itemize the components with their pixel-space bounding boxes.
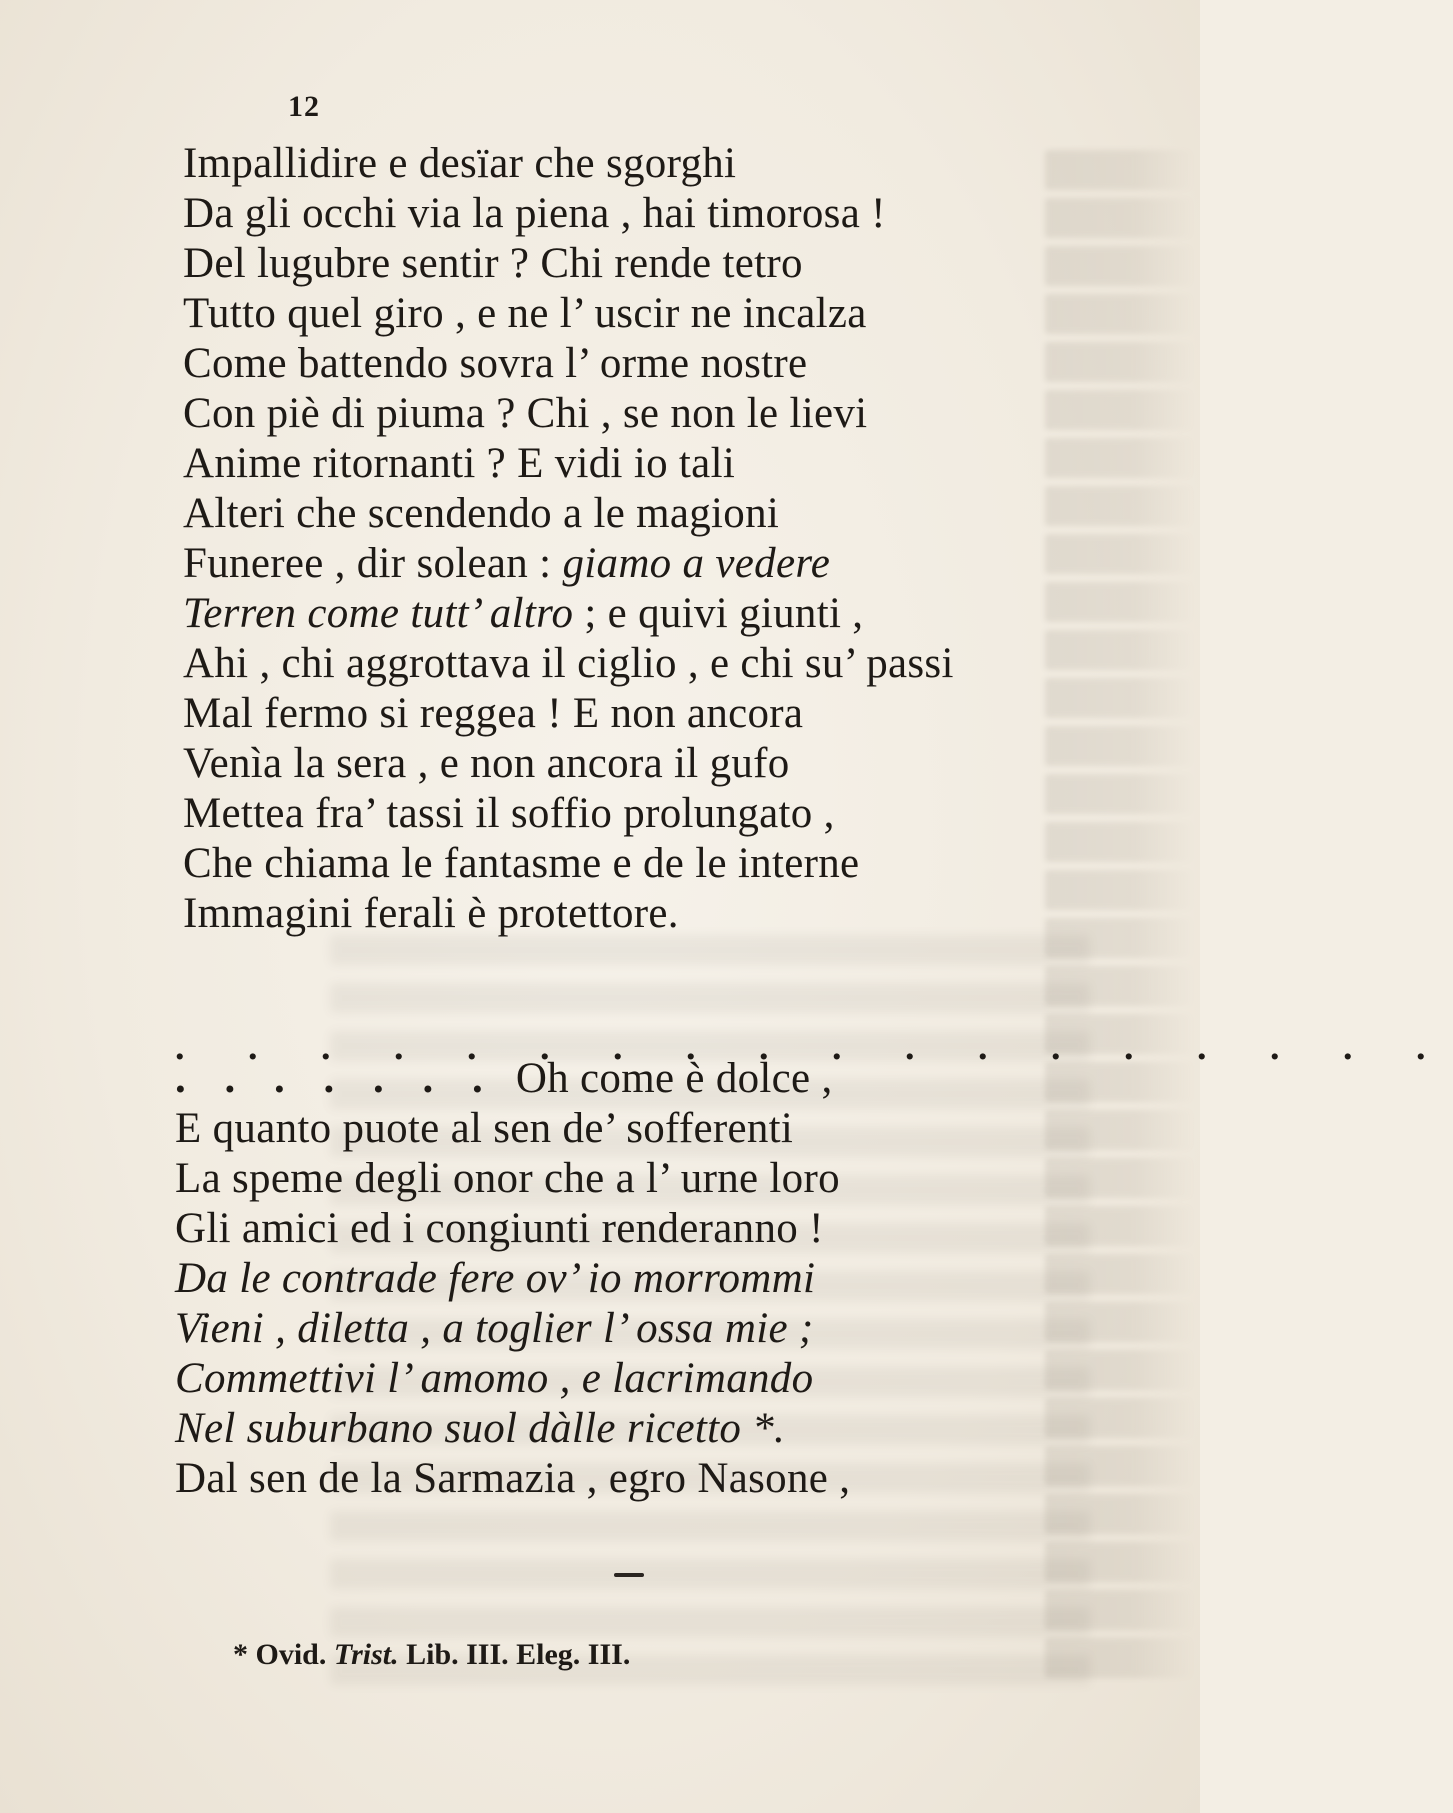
verse-italic-segment: Terren come tutt’ altro [183,590,574,637]
ellipsis-lead: . . . . . . . [175,1055,497,1102]
verse-line: Dal sen de la Sarmazia , egro Nasone , [175,1455,851,1502]
footnote-marker: * [233,1638,248,1671]
verse-line: La speme degli onor che a l’ urne loro [175,1155,840,1202]
verse-line: E quanto puote al sen de’ sofferenti [175,1105,794,1152]
footnote-reference: Lib. III. Eleg. III. [406,1638,631,1671]
verse-line: Mal fermo si reggea ! E non ancora [183,690,804,737]
verse-italic-segment: giamo a vedere [562,540,831,587]
verse-line-italic: Da le contrade fere ov’ io morrommi [175,1255,816,1302]
verse-line: Con piè di piuma ? Chi , se non le lievi [183,390,868,437]
divider-rule [614,1573,644,1577]
ellipsis-row: . . . . . . . . . . . . . . . . . . [175,1026,1453,1068]
verse-line: Terren come tutt’ altro ; e quivi giunti , [183,590,864,637]
page-number: 12 [288,90,320,123]
verse-line: Come battendo sovra l’ orme nostre [183,340,808,387]
verse-line-italic: Commettivi l’ amomo , e lacrimando [175,1355,814,1402]
verse-line: Funeree , dir solean : giamo a vedere [183,540,831,587]
verse-line: Che chiama le fantasme e de le interne [183,840,860,887]
verse-line: Venìa la sera , e non ancora il gufo [183,740,790,787]
verse-line: Immagini ferali è protettore. [183,890,679,937]
footnote [233,1638,630,1672]
verse-line: Tutto quel giro , e ne l’ uscir ne incalza [183,290,867,337]
verse-line: Del lugubre sentir ? Chi rende tetro [183,240,803,287]
verse-line: Alteri che scendendo a le magioni [183,490,780,537]
verse-line: Anime ritornanti ? E vidi io tali [183,440,736,487]
verse-line-italic: Vieni , diletta , a toglier l’ ossa mie ; [175,1305,814,1352]
verse-line-italic: Nel suburbano suol dàlle ricetto *. [175,1405,786,1452]
verse-line: Da gli occhi via la piena , hai timorosa ! [183,190,886,237]
verse-line: Ahi , chi aggrottava il ciglio , e chi su’ passi [183,640,954,687]
footnote-work: Trist. [333,1638,399,1671]
footnote-author: Ovid. [255,1638,327,1671]
verse-line: Gli amici ed i congiunti renderanno ! [175,1205,824,1252]
verse-line: . . . . . . . Oh come è dolce , [175,1055,833,1102]
verse-line: Mettea fra’ tassi il soffio prolungato , [183,790,835,837]
verse-line: Impallidire e desïar che sgorghi [183,140,737,187]
